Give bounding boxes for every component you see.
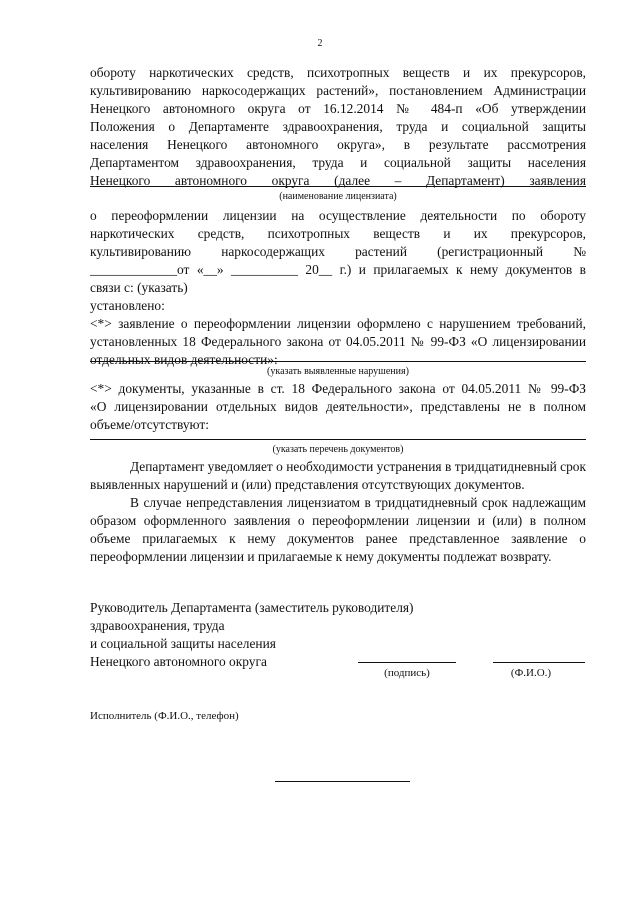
documents-line: объеме/отсутствуют:: [90, 417, 209, 432]
licensee-caption: (наименование лицензиата): [279, 191, 397, 202]
request-paragraph: [90, 207, 586, 369]
documents-line-rule: [90, 439, 586, 440]
signer-position-line: здравоохранения, труда: [90, 618, 225, 633]
request-line: отдельных видов деятельности»:: [90, 352, 278, 367]
intro-line: Ненецкого автономного округа от 16.12.2014 № 484-п «Об утверждении: [90, 101, 586, 116]
request-line: культивированию наркосодержащих растений (регистрационный №: [90, 244, 586, 259]
documents-caption: (указать перечень документов): [272, 444, 404, 455]
intro-line: обороту наркотических средств, психотропных веществ и их прекурсоров,: [90, 65, 586, 80]
signer-position-line: Ненецкого автономного округа: [90, 654, 267, 669]
name-line: [493, 662, 585, 663]
request-line: наркотических средств, психотропных веществ и их прекурсоров,: [90, 226, 586, 241]
request-line: о переоформлении лицензии на осуществление деятельности по обороту: [90, 208, 586, 223]
executor-label: Исполнитель (Ф.И.О., телефон): [90, 710, 239, 722]
notice-paragraph: Департамент уведомляет о необходимости устранения в тридцатидневный срок выявленных нарушений и (или) представления отсутствующих документов.: [90, 459, 586, 492]
documents-paragraph: [90, 380, 586, 434]
intro-line: культивированию наркосодержащих растений», постановлением Администрации: [90, 83, 586, 98]
intro-line: Положения о Департаменте здравоохранения, труда и социальной защиты: [90, 119, 586, 134]
request-line: связи с: (указать): [90, 280, 188, 295]
documents-line: «О лицензировании отдельных видов деятельности», представлены не в полном: [90, 399, 586, 414]
request-line: <*> заявление о переоформлении лицензии оформлено с нарушением требований,: [90, 316, 586, 331]
request-line: _____________от «__» __________ 20__ г.) и прилагаемых к нему документов в: [90, 262, 586, 277]
end-line: [275, 781, 410, 782]
request-line: установлено:: [90, 298, 165, 313]
signature-line: [358, 662, 456, 663]
violations-caption: (указать выявленные нарушения): [267, 366, 409, 377]
documents-line: <*> документы, указанные в ст. 18 Федерального закона от 04.05.2011 № 99-ФЗ: [90, 381, 586, 396]
intro-line: населения Ненецкого автономного округа», в результате рассмотрения: [90, 137, 586, 152]
licensee-line: [90, 186, 586, 187]
closing-paragraphs: [90, 458, 586, 566]
signature-caption: (подпись): [384, 667, 430, 679]
intro-line: Ненецкого автономного округа (далее – Департамент) заявления: [90, 173, 586, 188]
request-line: установленных 18 Федерального закона от 04.05.2011 № 99-ФЗ «О лицензировании: [90, 334, 586, 349]
intro-line: Департаментом здравоохранения, труда и социальной защиты населения: [90, 155, 586, 170]
page-number: 2: [317, 38, 323, 49]
intro-paragraph: [90, 64, 586, 190]
signer-position-line: Руководитель Департамента (заместитель руководителя): [90, 600, 414, 615]
signature-block: [90, 599, 414, 671]
signer-position-line: и социальной защиты населения: [90, 636, 276, 651]
violations-line: [90, 361, 586, 362]
return-paragraph: В случае непредставления лицензиатом в тридцатидневный срок надлежащим образом оформленного заявления о переоформлении лицензии и (или) в полном объеме прилагаемых к нему документов ранее представленное заявление о переоформлении лицензии и прилагаемые к нему документы подлежат возврату.: [90, 495, 586, 564]
name-caption: (Ф.И.О.): [510, 667, 552, 679]
